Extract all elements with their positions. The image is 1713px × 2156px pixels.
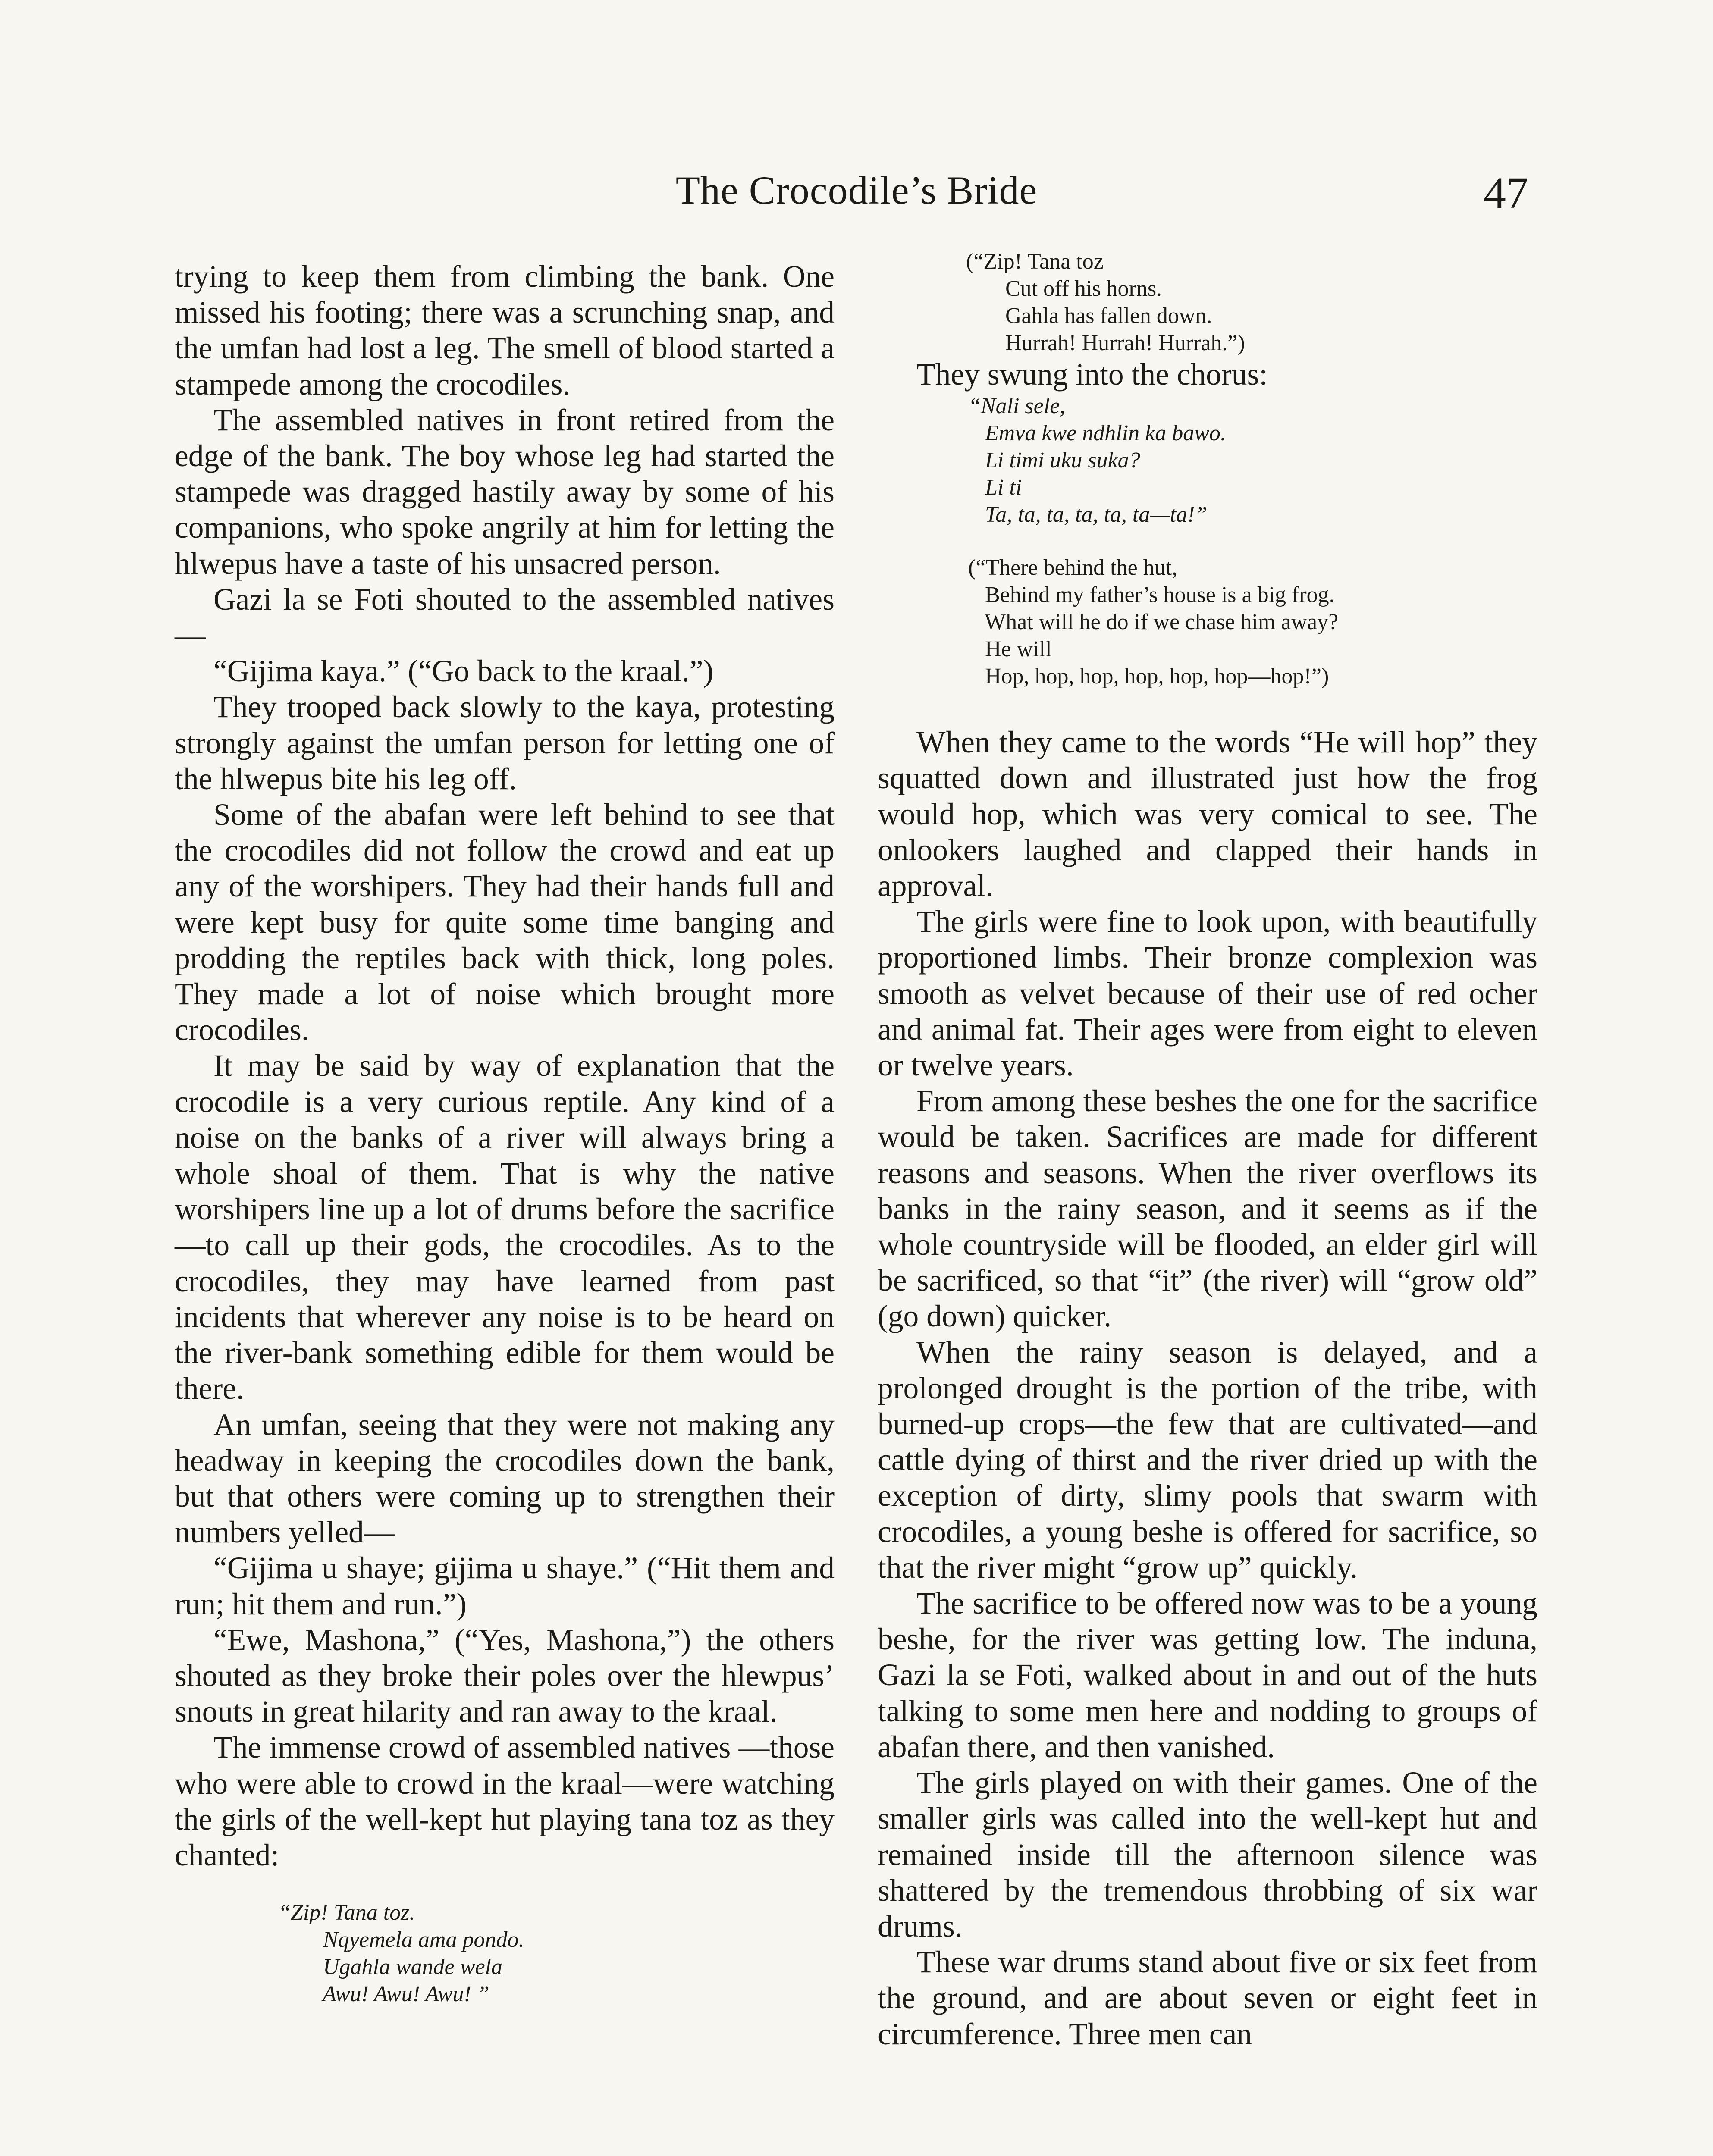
paragraph: The sacrifice to be offered now was to be a young beshe, for the river was getting low. The induna, Gazi la se Foti, walked about in and out of the huts talking to some men here and nodding to groups of abafan there, and then vanished. xyxy=(878,1586,1537,1764)
paragraph: It may be said by way of explanation that the crocodile is a very curious reptile. Any kind of a noise on the banks of a river will always bring a whole shoal of them. That is why the native worshipers line up a lot of drums before the sacrifice—to call up their gods, the crocodiles. As to the crocodiles, they may have learned from past incidents that wherever any noise is to be heard on the river-bank something edible for them would be there. xyxy=(175,1049,835,1406)
paragraph: “Gijima kaya.” (“Go back to the kraal.”) xyxy=(213,654,714,689)
paragraph: trying to keep them from climbing the bank. One missed his footing; there was a scrunching snap, and the umfan had lost a leg. The smell of blood started a stampede among the crocodiles. xyxy=(175,260,835,401)
chorus-text: “Nali sele, Emva kwe ndhlin ka bawo. Li timi uku suka? Li ti Ta, ta, ta, ta, ta, ta—ta!” xyxy=(968,394,1226,527)
paragraph: The girls were fine to look upon, with beautifully proportioned limbs. Their bronze complexion was smooth as velvet because of their use of red ocher and animal fat. Their ages were from eight to eleven or twelve years. xyxy=(878,905,1537,1083)
paragraph: The assembled natives in front retired from the edge of the bank. The boy whose leg had started the stampede was dragged hastily away by some of his companions, who spoke angrily at him for letting the hlwepus have a taste of his unsacred person. xyxy=(175,403,835,581)
paragraph: The girls played on with their games. One of the smaller girls was called into the well-kept hut and remained inside till the afternoon silence was shattered by the tremendous throbbing of six war drums. xyxy=(878,1766,1537,1943)
chant-translation xyxy=(966,248,1537,357)
paragraph: When they came to the words “He will hop” they squatted down and illustrated just how the frog would hop, which was very comical to see. The onlookers laughed and clapped their hands in approval. xyxy=(878,725,1537,903)
paragraph: From among these beshes the one for the sacrifice would be taken. Sacrifices are made for different reasons and seasons. When the river overflows its banks in the rainy season, and it seems as if the whole countryside will be flooded, an elder girl will be sacrificed, so that “it” (the river) will “grow old” (go down) quicker. xyxy=(878,1084,1537,1334)
paragraph: These war drums stand about five or six feet from the ground, and are about seven or eight feet in circumference. Three men can xyxy=(878,1945,1537,2051)
running-title: The Crocodile’s Bride xyxy=(675,168,1038,212)
right-column xyxy=(878,248,1537,2052)
chorus-verse xyxy=(968,392,1537,528)
paragraph: Gazi la se Foti shouted to the assembled natives— xyxy=(175,582,835,653)
chant-translation-text: (“Zip! Tana toz Cut off his horns. Gahla has fallen down. Hurrah! Hurrah! Hurrah.”) xyxy=(966,249,1245,355)
paragraph: The immense crowd of assembled natives —those who were able to crowd in the kraal—were watching the girls of the well-kept hut playing tana toz as they chanted: xyxy=(175,1730,835,1872)
paragraph: When the rainy season is delayed, and a prolonged drought is the portion of the tribe, with burned-up crops—the few that are cultivated—and cattle dying of thirst and the river dried up with the exception of dirty, slimy pools that swarm with crocodiles, a young beshe is offered for sacrifice, so that the river might “grow up” quickly. xyxy=(878,1335,1537,1585)
left-column xyxy=(175,259,835,2008)
page-number: 47 xyxy=(1484,168,1528,218)
paragraph: “Gijima u shaye; gijima u shaye.” (“Hit them and run; hit them and run.”) xyxy=(175,1551,835,1621)
chorus-translation xyxy=(968,554,1537,690)
paragraph: An umfan, seeing that they were not making any headway in keeping the crocodiles down the bank, but that others were coming up to strengthen their numbers yelled— xyxy=(175,1407,835,1550)
chorus-intro: They swung into the chorus: xyxy=(916,357,1268,392)
paragraph: Some of the abafan were left behind to see that the crocodiles did not follow the crowd and eat up any of the worshipers. They had their hands full and were kept busy for quite some time banging and prodding the reptiles back with thick, long poles. They made a lot of noise which brought more crocodiles. xyxy=(175,798,835,1047)
paragraph: They trooped back slowly to the kaya, protesting strongly against the umfan person for letting one of the hlwepus bite his leg off. xyxy=(175,690,835,796)
chorus-translation-text: (“There behind the hut, Behind my father’s house is a big frog. What will he do if we chase him away? He will Hop, hop, hop, hop, hop, hop—hop!”) xyxy=(968,555,1339,689)
chant-verse xyxy=(278,1899,835,2008)
page-header xyxy=(0,160,1713,237)
paragraph: “Ewe, Mashona,” (“Yes, Mashona,”) the others shouted as they broke their poles over the hlewpus’ snouts in great hilarity and ran away to the kraal. xyxy=(175,1623,835,1729)
chant-text: “Zip! Tana toz. Nqyemela ama pondo. Ugahla wande wela Awu! Awu! Awu! ” xyxy=(278,1900,524,2007)
